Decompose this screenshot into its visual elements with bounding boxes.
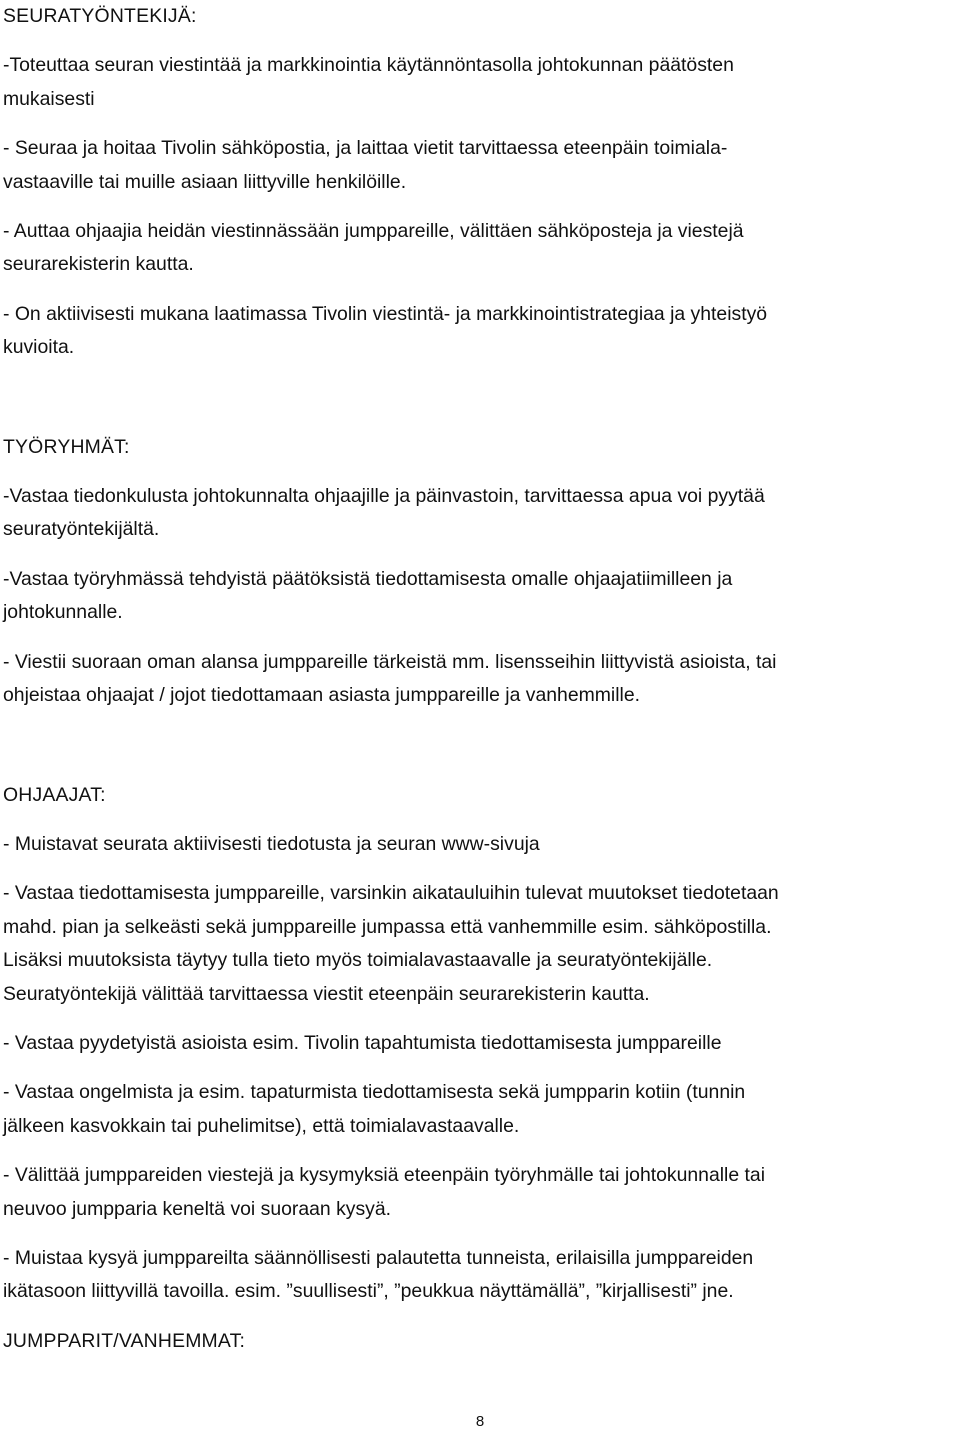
paragraph-line: - Vastaa pyydetyistä asioista esim. Tivolin tapahtumista tiedottamisesta jumppareille [3, 1031, 722, 1054]
paragraph-line: - Muistaa kysyä jumppareilta säännöllisesti palautetta tunneista, erilaisilla jumppareiden [3, 1246, 754, 1269]
section-ohjaajat [3, 779, 960, 1309]
section-heading: SEURATYÖNTEKIJÄ: [3, 5, 197, 27]
paragraph-line: - Auttaa ohjaajia heidän viestinnässään jumppareille, välittäen sähköposteja ja viestejä [3, 220, 744, 243]
section-tyoryhmat [3, 431, 960, 713]
paragraph-line: neuvoo jumpparia keneltä voi suoraan kysyä. [3, 1197, 392, 1220]
paragraph-line: vastaaville tai muille asiaan liittyville henkilöille. [3, 170, 407, 193]
paragraph-line: - Vastaa tiedottamisesta jumppareille, varsinkin aikatauluihin tulevat muutokset tiedotetaan [3, 882, 779, 905]
paragraph-line: mahd. pian ja selkeästi sekä jumppareille jumpassa että vanhemmille esim. sähköpostilla. [3, 915, 772, 938]
paragraph-line: Lisäksi muutoksista täytyy tulla tieto myös toimialavastaavalle ja seuratyöntekijälle. [3, 949, 713, 972]
paragraph-line: ikätasoon liittyvillä tavoilla. esim. ”suullisesti”, ”peukkua näyttämällä”, ”kirjallisesti” jne. [3, 1280, 734, 1303]
paragraph-line: - Seuraa ja hoitaa Tivolin sähköpostia, ja laittaa vietit tarvittaessa eteenpäin toimiala- [3, 137, 728, 160]
section-seuratyontekija [3, 0, 960, 365]
paragraph-line: -Toteuttaa seuran viestintää ja markkinointia käytännöntasolla johtokunnan päätösten [3, 54, 734, 77]
paragraph-line: - Muistavat seurata aktiivisesti tiedotusta ja seuran www-sivuja [3, 832, 540, 855]
section-heading: OHJAAJAT: [3, 783, 106, 806]
paragraph-line: - On aktiivisesti mukana laatimassa Tivolin viestintä- ja markkinointistrategiaa ja yhteistyö [3, 302, 768, 325]
paragraph-line: ohjeistaa ohjaajat / jojot tiedottamaan asiasta jumppareille ja vanhemmille. [3, 684, 641, 707]
paragraph-line: johtokunnalle. [3, 601, 123, 624]
paragraph-line: - Viestii suoraan oman alansa jumppareille tärkeistä mm. lisensseihin liittyvistä asioista, tai [3, 650, 777, 673]
paragraph-line: Seuratyöntekijä välittää tarvittaessa viestit eteenpäin seurarekisterin kautta. [3, 982, 650, 1005]
paragraph-line: seurarekisterin kautta. [3, 253, 194, 276]
paragraph-line: -Vastaa työryhmässä tehdyistä päätöksistä tiedottamisesta omalle ohjaajatiimilleen ja [3, 567, 733, 590]
page-number: 8 [475, 1413, 485, 1430]
paragraph-line: - Välittää jumppareiden viestejä ja kysymyksiä eteenpäin työryhmälle tai johtokunnalle tai [3, 1164, 766, 1187]
section-jumpparit-vanhemmat [3, 1325, 960, 1358]
paragraph-line: seuratyöntekijältä. [3, 518, 160, 541]
paragraph-line: - Vastaa ongelmista ja esim. tapaturmista tiedottamisesta sekä jumpparin kotiin (tunnin [3, 1081, 746, 1104]
paragraph-line: -Vastaa tiedonkulusta johtokunnalta ohjaajille ja päinvastoin, tarvittaessa apua voi pyytää [3, 485, 765, 508]
paragraph-line: kuvioita. [3, 336, 75, 359]
paragraph-line: mukaisesti [3, 87, 95, 110]
section-heading: JUMPPARIT/VANHEMMAT: [3, 1329, 246, 1352]
paragraph-line: jälkeen kasvokkain tai puhelimitse), että toimialavastaavalle. [3, 1114, 520, 1137]
document-page [3, 0, 960, 1434]
section-heading: TYÖRYHMÄT: [3, 435, 130, 458]
